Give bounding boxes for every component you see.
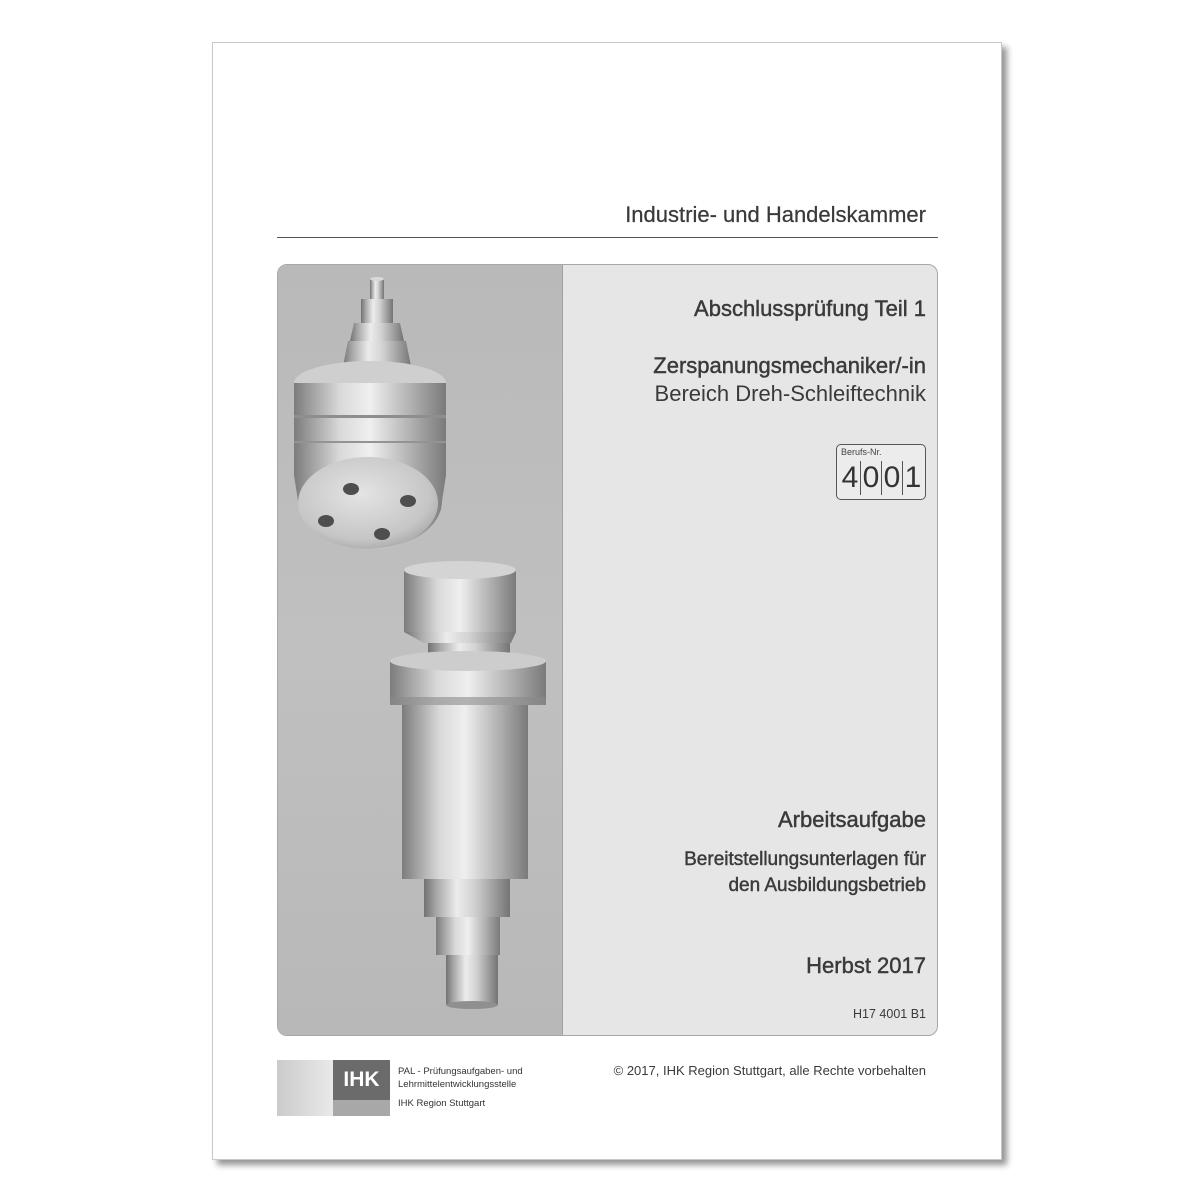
berufs-nr-digits [840, 461, 923, 497]
document-code: H17 4001 B1 [853, 1007, 926, 1021]
subtitle-line-2: den Ausbildungsbetrieb [728, 875, 926, 896]
berufs-nr-digit: 4 [840, 461, 861, 495]
berufs-nr-digit: 0 [882, 461, 903, 495]
berufs-nr-digit: 0 [861, 461, 882, 495]
org-line-3: IHK Region Stuttgart [398, 1098, 486, 1109]
cover-panel [277, 264, 938, 1036]
part-flange-shaft [294, 277, 446, 549]
task-title: Arbeitsaufgabe [778, 807, 926, 832]
berufs-nr-label: Berufs-Nr. [841, 447, 882, 457]
berufs-nr-box [836, 444, 926, 500]
season-title: Herbst 2017 [806, 953, 926, 978]
berufs-nr-digit: 1 [904, 461, 922, 494]
copyright-notice: © 2017, IHK Region Stuttgart, alle Rechte vorbehalten [613, 1063, 926, 1078]
cover-photo [278, 265, 563, 1035]
ihk-logo [277, 1060, 390, 1116]
profession-title: Zerspanungsmechaniker/-in [653, 353, 926, 378]
logo-light-block [277, 1060, 333, 1116]
subtitle-line-1: Bereitstellungsunterlagen für [684, 849, 926, 870]
header-title: Industrie- und Handelskammer [625, 202, 926, 227]
logo-band [333, 1100, 390, 1116]
org-line-1: PAL - Prüfungsaufgaben- und [398, 1066, 523, 1077]
org-line-2: Lehrmittelentwicklungsstelle [398, 1079, 517, 1090]
header-rule [277, 237, 938, 238]
specialty-text: Bereich Dreh-Schleiftechnik [654, 381, 926, 406]
logo-text: IHK [333, 1060, 390, 1100]
machined-parts-photo [278, 265, 562, 1035]
exam-title: Abschlussprüfung Teil 1 [694, 296, 926, 321]
part-stepped-shaft [390, 561, 546, 1009]
